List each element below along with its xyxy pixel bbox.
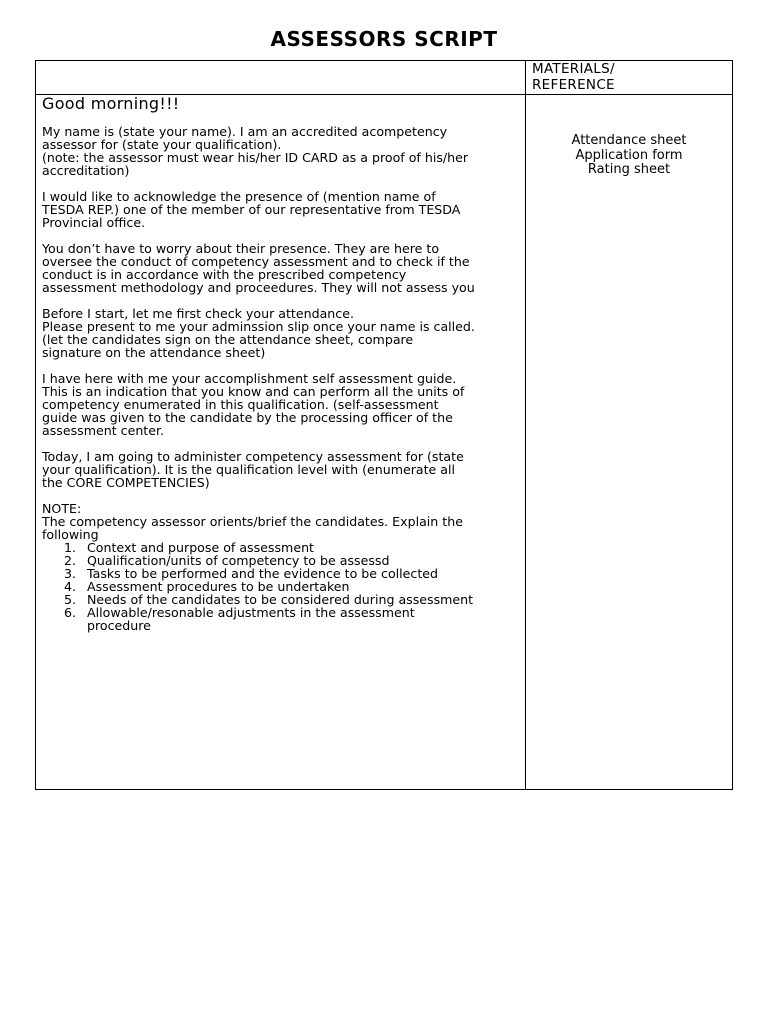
paragraph-line: I would like to acknowledge the presence of (mention name of — [42, 189, 436, 204]
paragraph-line: your qualification). It is the qualification level with (enumerate all — [42, 462, 456, 477]
greeting: Good morning!!! — [42, 94, 180, 113]
paragraph-line: Please present to me your adminssion slip once your name is called. — [42, 319, 475, 334]
paragraph-line: I have here with me your accomplishment self assessment guide. — [42, 371, 457, 386]
paragraph-line: competency enumerated in this qualification. (self-assessment — [42, 397, 439, 412]
materials-header-line: REFERENCE — [532, 77, 615, 93]
paragraph-line: You don’t have to worry about their presence. They are here to — [42, 241, 440, 256]
script-header-cell — [36, 61, 525, 94]
step-text: Tasks to be performed and the evidence to be collected — [87, 566, 439, 581]
paragraph-line: (note: the assessor must wear his/her ID CARD as a proof of his/her — [42, 150, 469, 165]
paragraph-acknowledgement — [42, 190, 522, 229]
step-number: 5. — [64, 592, 77, 607]
note-intro-line: The competency assessor orients/brief the candidates. Explain the — [42, 514, 463, 529]
paragraph-line: signature on the attendance sheet) — [42, 345, 266, 360]
paragraph-line: accreditation) — [42, 163, 130, 178]
step-text: Assessment procedures to be undertaken — [87, 579, 350, 594]
paragraph-line: Before I start, let me first check your attendance. — [42, 306, 354, 321]
step-number: 3. — [64, 566, 77, 581]
step-text-continued: procedure — [87, 618, 151, 633]
step-number: 1. — [64, 540, 77, 555]
paragraph-self-assessment — [42, 372, 522, 437]
material-item: Attendance sheet — [571, 133, 687, 148]
script-body — [42, 95, 522, 645]
step-text: Context and purpose of assessment — [87, 540, 314, 555]
materials-header-line: MATERIALS/ — [532, 61, 615, 77]
note-steps-list — [42, 541, 522, 632]
step-text: Needs of the candidates to be considered during assessment — [87, 592, 474, 607]
step-text: Allowable/resonable adjustments in the assessment — [87, 605, 415, 620]
paragraph-line: This is an indication that you know and can perform all the units of — [42, 384, 465, 399]
paragraph-line: TESDA REP.) one of the member of our representative from TESDA — [42, 202, 461, 217]
step-text: Qualification/units of competency to be assessd — [87, 553, 390, 568]
paragraph-line: oversee the conduct of competency assessment and to check if the — [42, 254, 470, 269]
paragraph-line: guide was given to the candidate by the processing officer of the — [42, 410, 453, 425]
step-number: 2. — [64, 553, 77, 568]
note-step — [42, 606, 522, 632]
material-item: Rating sheet — [587, 162, 671, 177]
paragraph-introduction — [42, 125, 522, 177]
step-number: 4. — [64, 579, 77, 594]
paragraph-attendance — [42, 307, 522, 359]
paragraph-qualification — [42, 450, 522, 489]
step-number: 6. — [64, 605, 77, 620]
paragraph-line: Today, I am going to administer competency assessment for (state — [42, 449, 464, 464]
material-item: Application form — [575, 147, 683, 163]
materials-header — [526, 61, 732, 94]
paragraph-reassurance — [42, 242, 522, 294]
paragraph-line: the CORE COMPETENCIES) — [42, 475, 210, 490]
paragraph-line: assessment center. — [42, 423, 165, 438]
materials-list — [526, 134, 732, 178]
document-title: ASSESSORS SCRIPT — [270, 27, 498, 51]
paragraph-line: assessor for (state your qualification). — [42, 137, 282, 152]
note-intro-line: following — [42, 527, 99, 542]
paragraph-line: assessment methodology and proceedures. They will not assess you — [42, 280, 475, 295]
paragraph-line: conduct is in accordance with the prescribed competency — [42, 267, 407, 282]
note-label: NOTE: — [42, 501, 82, 516]
paragraph-line: My name is (state your name). I am an accredited acompetency — [42, 124, 448, 139]
script-table — [35, 60, 733, 790]
paragraph-line: (let the candidates sign on the attendance sheet, compare — [42, 332, 414, 347]
paragraph-line: Provincial office. — [42, 215, 146, 230]
note-section — [42, 502, 522, 632]
